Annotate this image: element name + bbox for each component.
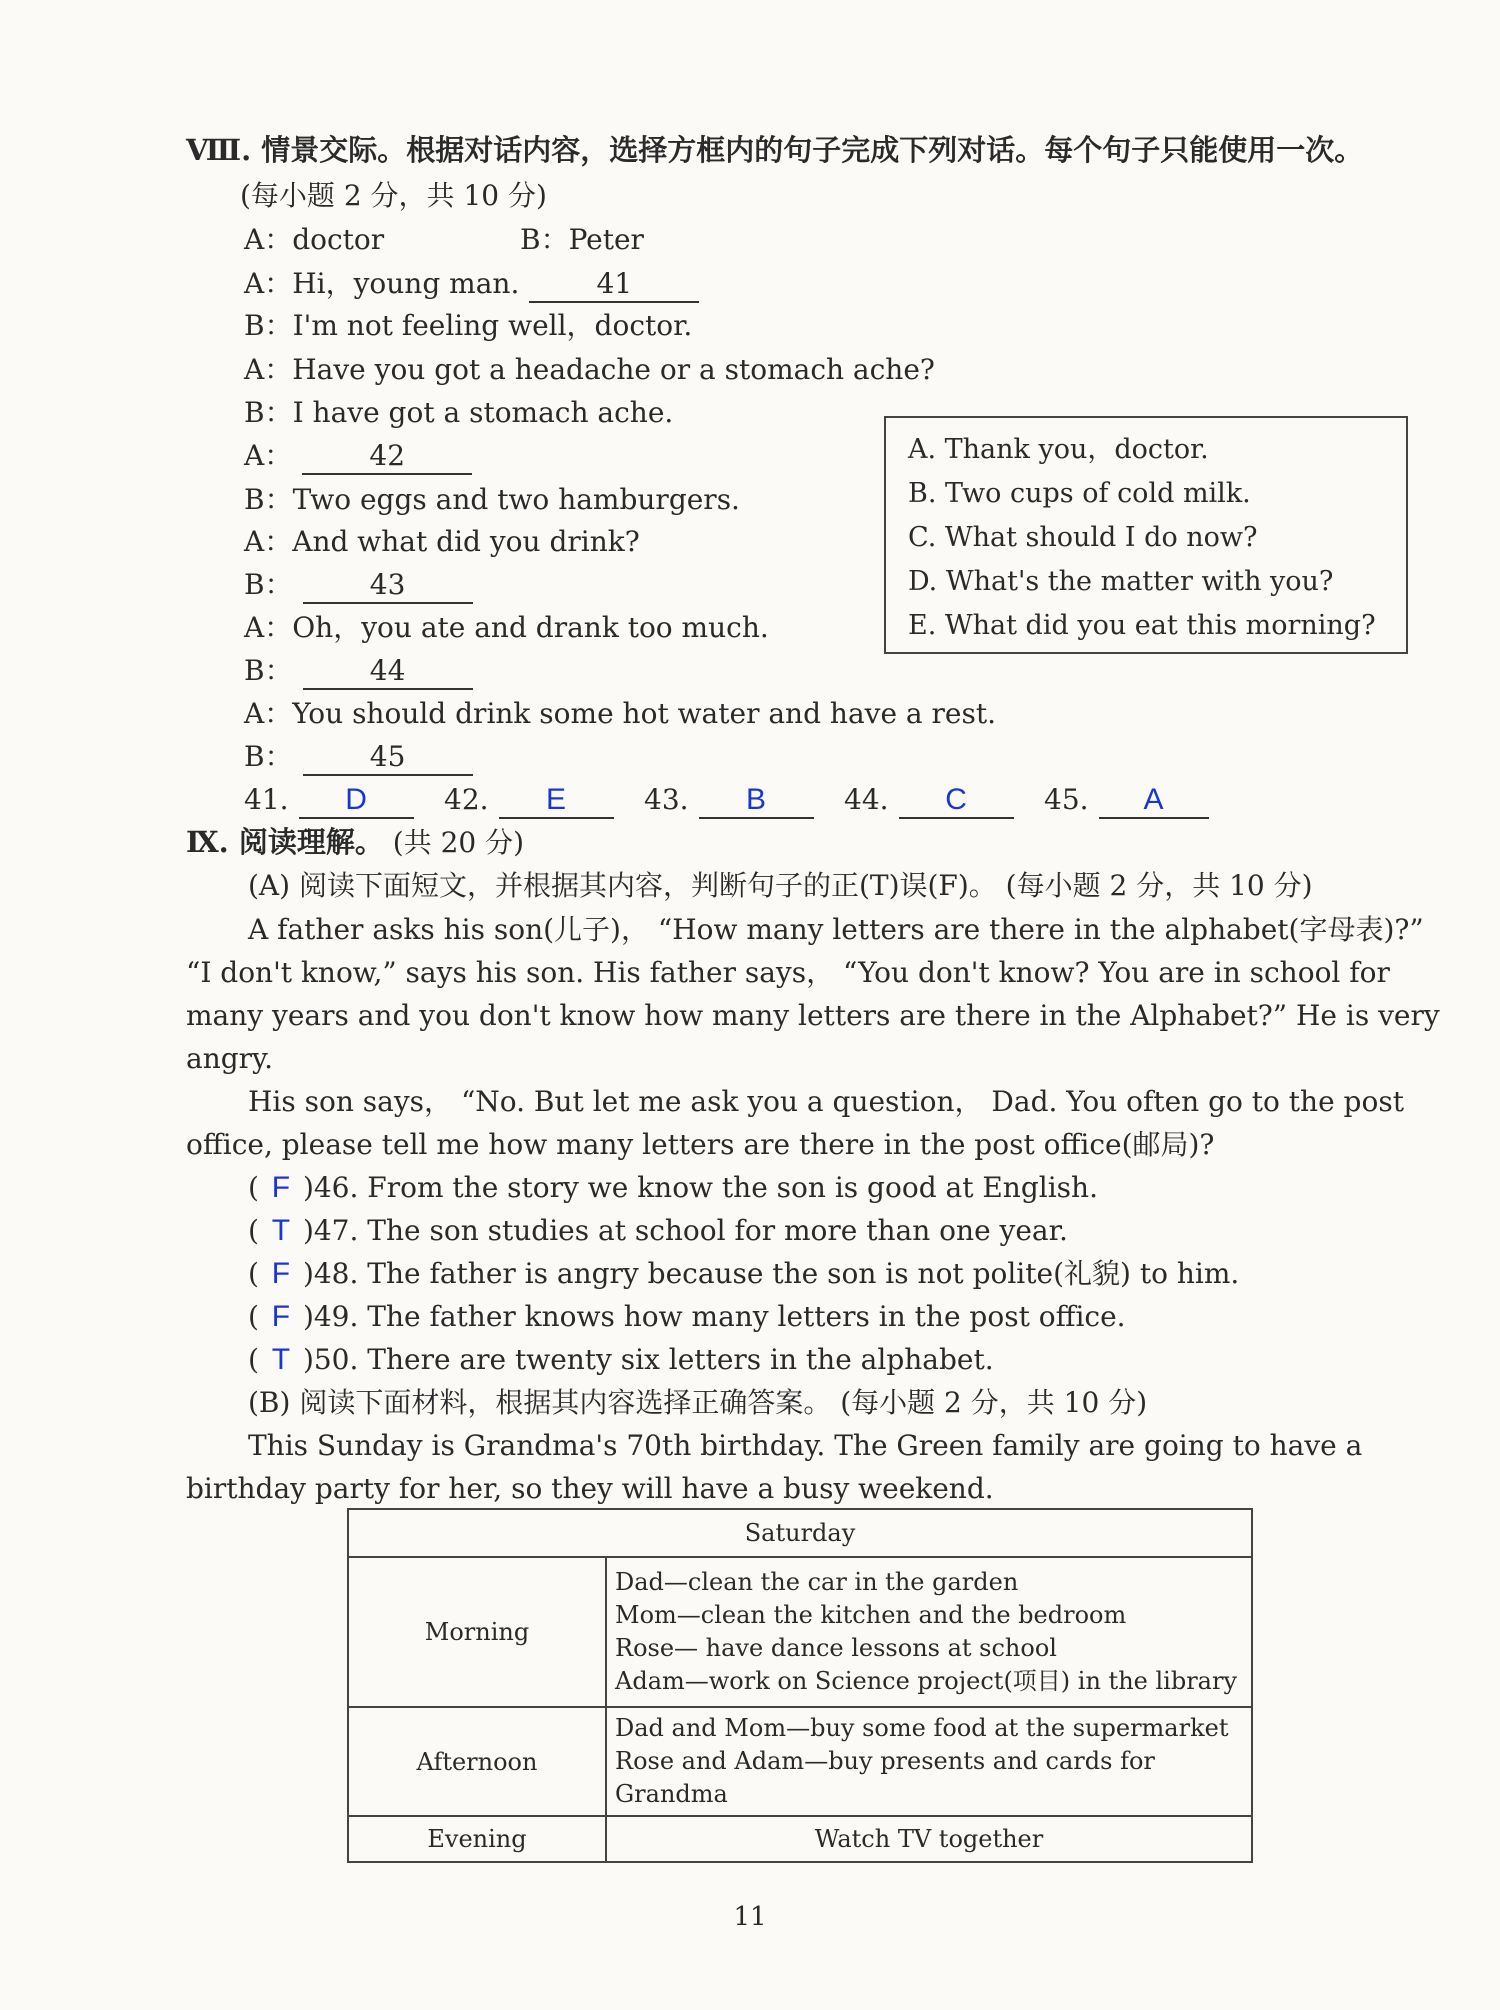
blank-42: 42 — [302, 439, 472, 475]
dialogue-line: B：I have got a stomach ache. — [244, 396, 674, 429]
dialogue-line: A： 42 — [244, 436, 472, 476]
tf-answer: T — [271, 1214, 291, 1247]
option-item: A. Thank you，doctor. — [908, 434, 1209, 465]
section8-score: (每小题 2 分，共 10 分) — [240, 179, 547, 212]
option-item: E. What did you eat this morning? — [908, 610, 1376, 641]
passage-line: A father asks his son(儿子)， “How many letters are there in the alphabet(字母表)?” — [248, 913, 1424, 946]
row-activities: Watch TV together — [606, 1816, 1252, 1862]
passage-line: This Sunday is Grandma's 70th birthday. The Green family are going to have a — [248, 1429, 1363, 1462]
role-a: A：doctor — [244, 223, 385, 256]
tf-answer: F — [271, 1171, 291, 1204]
row-activities: Dad and Mom—buy some food at the supermarket Rose and Adam—buy presents and cards for Grandma — [606, 1707, 1252, 1816]
answer-42: E — [499, 783, 614, 819]
section9-heading: Ⅸ. 阅读理解。 — [186, 825, 384, 859]
tf-item-49: ( F )49. The father knows how many letters in the post office. — [248, 1297, 1126, 1337]
passage-line: many years and you don't know how many letters are there in the Alphabet?” He is very — [186, 999, 1440, 1032]
tf-answer: T — [271, 1343, 291, 1376]
answer-item: 42. E — [444, 780, 614, 820]
blank-45: 45 — [303, 740, 473, 776]
tf-answer: F — [271, 1257, 291, 1290]
answer-item: 45. A — [1044, 780, 1209, 820]
dialogue-line: A：Oh，you ate and drank too much. — [244, 611, 769, 644]
dialogue-line: A：Have you got a headache or a stomach ache? — [244, 353, 935, 386]
dialogue-line: B： 45 — [244, 737, 473, 777]
options-box — [884, 416, 1408, 654]
dialogue-line: B： 44 — [244, 651, 473, 691]
dialogue-line: B： 43 — [244, 565, 473, 605]
option-item: C. What should I do now? — [908, 522, 1258, 553]
blank-44: 44 — [303, 654, 473, 690]
passage-line: angry. — [186, 1042, 274, 1075]
answer-45: A — [1099, 783, 1209, 819]
tf-item-46: ( F )46. From the story we know the son is good at English. — [248, 1168, 1098, 1208]
passage-line: office, please tell me how many letters are there in the post office(邮局)? — [186, 1128, 1215, 1161]
partB-instruction: (B) 阅读下面材料，根据其内容选择正确答案。 (每小题 2 分，共 10 分) — [248, 1386, 1148, 1419]
blank-41: 41 — [529, 267, 699, 303]
role-b: B：Peter — [520, 223, 644, 256]
blank-43: 43 — [303, 568, 473, 604]
answer-item: 43. B — [644, 780, 814, 820]
answer-41: D — [299, 783, 414, 819]
option-item: D. What's the matter with you? — [908, 566, 1334, 597]
schedule-table — [347, 1508, 1253, 1863]
option-item: B. Two cups of cold milk. — [908, 478, 1251, 509]
passage-line: birthday party for her, so they will have a busy weekend. — [186, 1472, 994, 1505]
answer-item: 44. C — [844, 780, 1014, 820]
answer-44: C — [899, 783, 1014, 819]
section9-heading-line — [186, 822, 524, 863]
passage-line: “I don't know,” says his son. His father says， “You don't know? You are in school for — [186, 956, 1390, 989]
dialogue-line: A：And what did you drink? — [244, 525, 640, 558]
dialogue-line: A：You should drink some hot water and have a rest. — [244, 697, 996, 730]
answer-43: B — [699, 783, 814, 819]
dialogue-line: B：I'm not feeling well，doctor. — [244, 309, 693, 342]
row-label: Morning — [348, 1557, 606, 1707]
tf-answer: F — [271, 1300, 291, 1333]
section9-score: (共 20 分) — [392, 826, 525, 859]
table-title: Saturday — [348, 1509, 1252, 1557]
row-activities: Dad—clean the car in the garden Mom—clean the kitchen and the bedroom Rose— have dance lessons at school Adam—work on Science project(项目) in the library — [606, 1557, 1252, 1707]
tf-item-47: ( T )47. The son studies at school for more than one year. — [248, 1211, 1068, 1251]
dialogue-line: B：Two eggs and two hamburgers. — [244, 483, 740, 516]
tf-item-48: ( F )48. The father is angry because the son is not polite(礼貌) to him. — [248, 1254, 1239, 1294]
tf-item-50: ( T )50. There are twenty six letters in the alphabet. — [248, 1340, 994, 1380]
section8-heading: Ⅷ. 情景交际。根据对话内容，选择方框内的句子完成下列对话。每个句子只能使用一次。 — [186, 133, 1364, 167]
page-number: 11 — [733, 1902, 767, 1932]
row-label: Afternoon — [348, 1707, 606, 1816]
dialogue-line: A：Hi，young man. 41 — [244, 264, 699, 304]
passage-line: His son says， “No. But let me ask you a question， Dad. You often go to the post — [248, 1085, 1404, 1118]
row-label: Evening — [348, 1816, 606, 1862]
partA-instruction: (A) 阅读下面短文，并根据其内容，判断句子的正(T)误(F)。 (每小题 2 分，共 10 分) — [248, 869, 1313, 902]
answer-item: 41. D — [244, 780, 414, 820]
